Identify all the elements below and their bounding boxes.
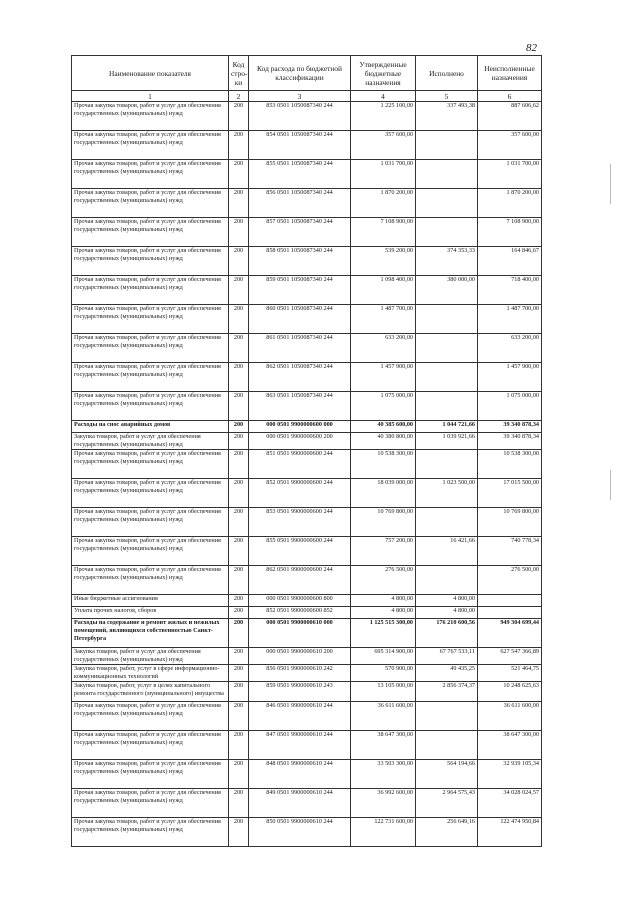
header-kbk: Код расхода по бюджетной классификации <box>249 56 351 91</box>
row-line-code: 200 <box>229 818 249 847</box>
row-unexecuted: 7 108 900,00 <box>478 218 542 247</box>
row-approved: 122 731 600,00 <box>351 818 416 847</box>
row-name: Прочая закупка товаров, работ и услуг для обеспечения государственных (муниципальных) нужд <box>72 334 229 363</box>
row-executed: 380 000,00 <box>416 276 478 305</box>
header-approved: Утвержденные бюджетные назначения <box>351 56 416 91</box>
row-unexecuted: 38 647 300,00 <box>478 731 542 760</box>
row-executed <box>416 305 478 334</box>
row-approved: 40 385 600,00 <box>351 421 416 433</box>
row-executed: 4 800,00 <box>416 595 478 607</box>
table-row <box>72 789 542 818</box>
row-executed <box>416 189 478 218</box>
row-kbk: 856 0501 9900000610 242 <box>249 665 351 682</box>
row-line-code: 200 <box>229 760 249 789</box>
column-number-row <box>72 91 542 102</box>
row-line-code: 200 <box>229 731 249 760</box>
row-name: Прочая закупка товаров, работ и услуг для обеспечения государственных (муниципальных) нужд <box>72 731 229 760</box>
header-unexecuted: Неисполненные назначения <box>478 56 542 91</box>
row-kbk: 846 0501 9900000610 244 <box>249 702 351 731</box>
row-unexecuted: 887 606,62 <box>478 102 542 131</box>
row-name: Прочая закупка товаров, работ и услуг для обеспечения государственных (муниципальных) нужд <box>72 160 229 189</box>
row-name: Прочая закупка товаров, работ и услуг для обеспечения государственных (муниципальных) нужд <box>72 702 229 731</box>
table-row <box>72 619 542 648</box>
row-executed <box>416 160 478 189</box>
row-unexecuted: 357 600,00 <box>478 131 542 160</box>
row-unexecuted: 521 464,75 <box>478 665 542 682</box>
row-line-code: 200 <box>229 595 249 607</box>
row-name: Прочая закупка товаров, работ и услуг для обеспечения государственных (муниципальных) нужд <box>72 566 229 595</box>
row-approved: 38 647 300,00 <box>351 731 416 760</box>
row-approved: 7 108 900,00 <box>351 218 416 247</box>
row-line-code: 200 <box>229 131 249 160</box>
row-line-code: 200 <box>229 363 249 392</box>
table-row <box>72 102 542 131</box>
row-kbk: 857 0501 1050087340 244 <box>249 218 351 247</box>
row-unexecuted <box>478 607 542 619</box>
table-row <box>72 421 542 433</box>
row-kbk: 852 0501 9900000600 852 <box>249 607 351 619</box>
row-approved: 1 098 400,00 <box>351 276 416 305</box>
row-line-code: 200 <box>229 619 249 648</box>
row-approved: 36 992 600,00 <box>351 789 416 818</box>
table-row <box>72 131 542 160</box>
row-unexecuted: 1 457 900,00 <box>478 363 542 392</box>
row-line-code: 200 <box>229 566 249 595</box>
row-executed: 374 353,33 <box>416 247 478 276</box>
row-kbk: 859 0501 1050087340 244 <box>249 276 351 305</box>
row-name: Прочая закупка товаров, работ и услуг для обеспечения государственных (муниципальных) нужд <box>72 760 229 789</box>
table-row <box>72 276 542 305</box>
column-number: 6 <box>478 91 542 102</box>
row-name: Прочая закупка товаров, работ и услуг для обеспечения государственных (муниципальных) нужд <box>72 363 229 392</box>
row-kbk: 847 0501 9900000610 244 <box>249 731 351 760</box>
row-line-code: 200 <box>229 648 249 665</box>
row-name: Прочая закупка товаров, работ и услуг для обеспечения государственных (муниципальных) нужд <box>72 131 229 160</box>
row-executed <box>416 363 478 392</box>
row-kbk: 853 0501 1050087340 244 <box>249 102 351 131</box>
row-approved: 4 800,00 <box>351 595 416 607</box>
row-executed <box>416 334 478 363</box>
row-line-code: 200 <box>229 682 249 702</box>
table-header-row <box>72 56 542 91</box>
row-kbk: 860 0501 1050087340 244 <box>249 305 351 334</box>
column-number: 5 <box>416 91 478 102</box>
row-kbk: 862 0501 1050087340 244 <box>249 363 351 392</box>
row-name: Закупка товаров, работ, услуг в целях капитального ремонта государственного (муниципального) имущества <box>72 682 229 702</box>
row-name: Прочая закупка товаров, работ и услуг для обеспечения государственных (муниципальных) нужд <box>72 508 229 537</box>
row-line-code: 200 <box>229 479 249 508</box>
row-name: Прочая закупка товаров, работ и услуг для обеспечения государственных (муниципальных) нужд <box>72 392 229 421</box>
row-kbk: 850 0501 9900000610 244 <box>249 818 351 847</box>
row-executed: 1 023 500,00 <box>416 479 478 508</box>
row-kbk: 856 0501 1050087340 244 <box>249 189 351 218</box>
table-row <box>72 607 542 619</box>
row-approved: 13 105 000,00 <box>351 682 416 702</box>
row-kbk: 000 0501 9900000600 800 <box>249 595 351 607</box>
row-kbk: 000 0501 9900000600 200 <box>249 433 351 450</box>
row-approved: 1 031 700,00 <box>351 160 416 189</box>
row-kbk: 000 0501 9900000610 200 <box>249 648 351 665</box>
row-executed <box>416 731 478 760</box>
row-unexecuted: 1 487 700,00 <box>478 305 542 334</box>
row-unexecuted <box>478 595 542 607</box>
row-unexecuted: 10 248 625,63 <box>478 682 542 702</box>
header-executed: Исполнено <box>416 56 478 91</box>
row-name: Уплата прочих налогов, сборов <box>72 607 229 619</box>
row-executed <box>416 566 478 595</box>
row-approved: 10 538 300,00 <box>351 450 416 479</box>
row-kbk: 852 0501 9900000600 244 <box>249 479 351 508</box>
row-line-code: 200 <box>229 450 249 479</box>
row-name: Прочая закупка товаров, работ и услуг для обеспечения государственных (муниципальных) нужд <box>72 102 229 131</box>
table-row <box>72 682 542 702</box>
column-number: 1 <box>72 91 229 102</box>
row-approved: 570 900,00 <box>351 665 416 682</box>
row-executed <box>416 392 478 421</box>
row-name: Иные бюджетные ассигнования <box>72 595 229 607</box>
row-line-code: 200 <box>229 189 249 218</box>
row-unexecuted: 1 870 200,00 <box>478 189 542 218</box>
row-name: Прочая закупка товаров, работ и услуг для обеспечения государственных (муниципальных) нужд <box>72 305 229 334</box>
row-kbk: 858 0501 1050087340 244 <box>249 247 351 276</box>
row-executed <box>416 218 478 247</box>
row-name: Прочая закупка товаров, работ и услуг для обеспечения государственных (муниципальных) нужд <box>72 537 229 566</box>
table-row <box>72 508 542 537</box>
row-name: Прочая закупка товаров, работ и услуг для обеспечения государственных (муниципальных) нужд <box>72 276 229 305</box>
table-row <box>72 665 542 682</box>
row-approved: 18 039 000,00 <box>351 479 416 508</box>
row-kbk: 862 0501 9900000600 244 <box>249 566 351 595</box>
row-kbk: 859 0501 9900000610 243 <box>249 682 351 702</box>
row-kbk: 855 0501 9900000600 244 <box>249 537 351 566</box>
table-row <box>72 818 542 847</box>
scan-margin-mark <box>610 470 611 500</box>
row-line-code: 200 <box>229 421 249 433</box>
column-number: 3 <box>249 91 351 102</box>
row-approved: 1 225 100,00 <box>351 102 416 131</box>
row-kbk: 861 0501 1050087340 244 <box>249 334 351 363</box>
row-name: Прочая закупка товаров, работ и услуг для обеспечения государственных (муниципальных) нужд <box>72 450 229 479</box>
row-kbk: 000 0501 9900000610 000 <box>249 619 351 648</box>
row-kbk: 854 0501 1050087340 244 <box>249 131 351 160</box>
row-name: Расходы на снос аварийных домов <box>72 421 229 433</box>
row-kbk: 000 0501 9900000600 000 <box>249 421 351 433</box>
row-kbk: 855 0501 1050087340 244 <box>249 160 351 189</box>
row-line-code: 200 <box>229 218 249 247</box>
row-line-code: 200 <box>229 607 249 619</box>
table-row <box>72 450 542 479</box>
row-unexecuted: 740 778,34 <box>478 537 542 566</box>
row-unexecuted: 39 340 878,34 <box>478 421 542 433</box>
row-unexecuted: 276 500,00 <box>478 566 542 595</box>
table-row <box>72 537 542 566</box>
row-unexecuted: 10 769 800,00 <box>478 508 542 537</box>
table-row <box>72 218 542 247</box>
page-number: 82 <box>526 42 537 54</box>
row-line-code: 200 <box>229 247 249 276</box>
row-name: Прочая закупка товаров, работ и услуг для обеспечения государственных (муниципальных) нужд <box>72 818 229 847</box>
row-approved: 539 200,00 <box>351 247 416 276</box>
table-row <box>72 392 542 421</box>
row-unexecuted: 17 015 500,00 <box>478 479 542 508</box>
row-kbk: 849 0501 9900000610 244 <box>249 789 351 818</box>
row-kbk: 863 0501 1050087340 244 <box>249 392 351 421</box>
row-unexecuted: 39 340 878,34 <box>478 433 542 450</box>
table-row <box>72 566 542 595</box>
row-name: Расходы на содержание и ремонт жилых и нежилых помещений, являющихся собственностью Санкт-Петербурга <box>72 619 229 648</box>
row-unexecuted: 10 538 300,00 <box>478 450 542 479</box>
row-executed: 1 044 721,66 <box>416 421 478 433</box>
table-row <box>72 595 542 607</box>
row-executed <box>416 450 478 479</box>
row-executed: 176 210 600,56 <box>416 619 478 648</box>
row-unexecuted: 633 200,00 <box>478 334 542 363</box>
row-approved: 1 125 515 300,00 <box>351 619 416 648</box>
row-executed: 337 493,38 <box>416 102 478 131</box>
row-approved: 1 075 000,00 <box>351 392 416 421</box>
row-executed: 16 421,66 <box>416 537 478 566</box>
row-executed: 49 435,25 <box>416 665 478 682</box>
row-approved: 1 457 900,00 <box>351 363 416 392</box>
row-executed <box>416 508 478 537</box>
row-approved: 357 600,00 <box>351 131 416 160</box>
table-row <box>72 760 542 789</box>
row-approved: 36 611 600,00 <box>351 702 416 731</box>
row-line-code: 200 <box>229 702 249 731</box>
row-executed <box>416 131 478 160</box>
row-name: Прочая закупка товаров, работ и услуг для обеспечения государственных (муниципальных) нужд <box>72 218 229 247</box>
scan-margin-mark <box>610 164 611 204</box>
row-approved: 1 870 200,00 <box>351 189 416 218</box>
row-kbk: 848 0501 9900000610 244 <box>249 760 351 789</box>
table-row <box>72 247 542 276</box>
table-row <box>72 731 542 760</box>
row-name: Закупка товаров, работ и услуг для обеспечения государственных (муниципальных) нужд <box>72 433 229 450</box>
row-name: Прочая закупка товаров, работ и услуг для обеспечения государственных (муниципальных) нужд <box>72 247 229 276</box>
column-number: 2 <box>229 91 249 102</box>
row-kbk: 851 0501 9900000600 244 <box>249 450 351 479</box>
row-line-code: 200 <box>229 665 249 682</box>
row-line-code: 200 <box>229 433 249 450</box>
row-line-code: 200 <box>229 789 249 818</box>
row-executed: 67 767 533,11 <box>416 648 478 665</box>
column-number: 4 <box>351 91 416 102</box>
row-executed: 256 649,16 <box>416 818 478 847</box>
row-approved: 40 380 800,00 <box>351 433 416 450</box>
row-line-code: 200 <box>229 276 249 305</box>
row-line-code: 200 <box>229 392 249 421</box>
row-unexecuted: 32 939 105,34 <box>478 760 542 789</box>
table-row <box>72 189 542 218</box>
row-line-code: 200 <box>229 102 249 131</box>
row-unexecuted: 949 304 699,44 <box>478 619 542 648</box>
table-row <box>72 334 542 363</box>
row-name: Прочая закупка товаров, работ и услуг для обеспечения государственных (муниципальных) нужд <box>72 189 229 218</box>
row-executed <box>416 702 478 731</box>
row-approved: 757 200,00 <box>351 537 416 566</box>
row-unexecuted: 122 474 950,84 <box>478 818 542 847</box>
row-approved: 695 314 900,00 <box>351 648 416 665</box>
row-executed: 2 964 575,43 <box>416 789 478 818</box>
row-executed: 2 856 374,37 <box>416 682 478 702</box>
row-line-code: 200 <box>229 305 249 334</box>
row-name: Прочая закупка товаров, работ и услуг для обеспечения государственных (муниципальных) нужд <box>72 479 229 508</box>
header-name: Наименование показателя <box>72 56 229 91</box>
row-unexecuted: 34 028 024,57 <box>478 789 542 818</box>
row-executed: 4 800,00 <box>416 607 478 619</box>
row-approved: 633 200,00 <box>351 334 416 363</box>
table-row <box>72 305 542 334</box>
row-line-code: 200 <box>229 508 249 537</box>
row-approved: 33 503 300,00 <box>351 760 416 789</box>
row-kbk: 853 0501 9900000600 244 <box>249 508 351 537</box>
row-approved: 4 800,00 <box>351 607 416 619</box>
row-line-code: 200 <box>229 537 249 566</box>
row-unexecuted: 164 846,67 <box>478 247 542 276</box>
row-unexecuted: 627 547 366,89 <box>478 648 542 665</box>
row-name: Закупка товаров, работ и услуг для обеспечения государственных (муниципальных) нужд <box>72 648 229 665</box>
row-name: Прочая закупка товаров, работ и услуг для обеспечения государственных (муниципальных) нужд <box>72 789 229 818</box>
row-approved: 276 500,00 <box>351 566 416 595</box>
row-executed: 1 039 921,66 <box>416 433 478 450</box>
row-executed: 564 194,66 <box>416 760 478 789</box>
table-row <box>72 702 542 731</box>
table-row <box>72 479 542 508</box>
table-row <box>72 160 542 189</box>
row-approved: 1 487 700,00 <box>351 305 416 334</box>
table-row <box>72 648 542 665</box>
row-unexecuted: 36 611 600,00 <box>478 702 542 731</box>
row-name: Закупка товаров, работ, услуг в сфере информационно-коммуникационных технологий <box>72 665 229 682</box>
header-line-code: Код стро-ки <box>229 56 249 91</box>
budget-execution-table <box>71 55 542 847</box>
row-unexecuted: 718 400,00 <box>478 276 542 305</box>
row-line-code: 200 <box>229 334 249 363</box>
row-unexecuted: 1 075 000,00 <box>478 392 542 421</box>
row-unexecuted: 1 031 700,00 <box>478 160 542 189</box>
row-approved: 10 769 800,00 <box>351 508 416 537</box>
table-row <box>72 433 542 450</box>
table-row <box>72 363 542 392</box>
row-line-code: 200 <box>229 160 249 189</box>
